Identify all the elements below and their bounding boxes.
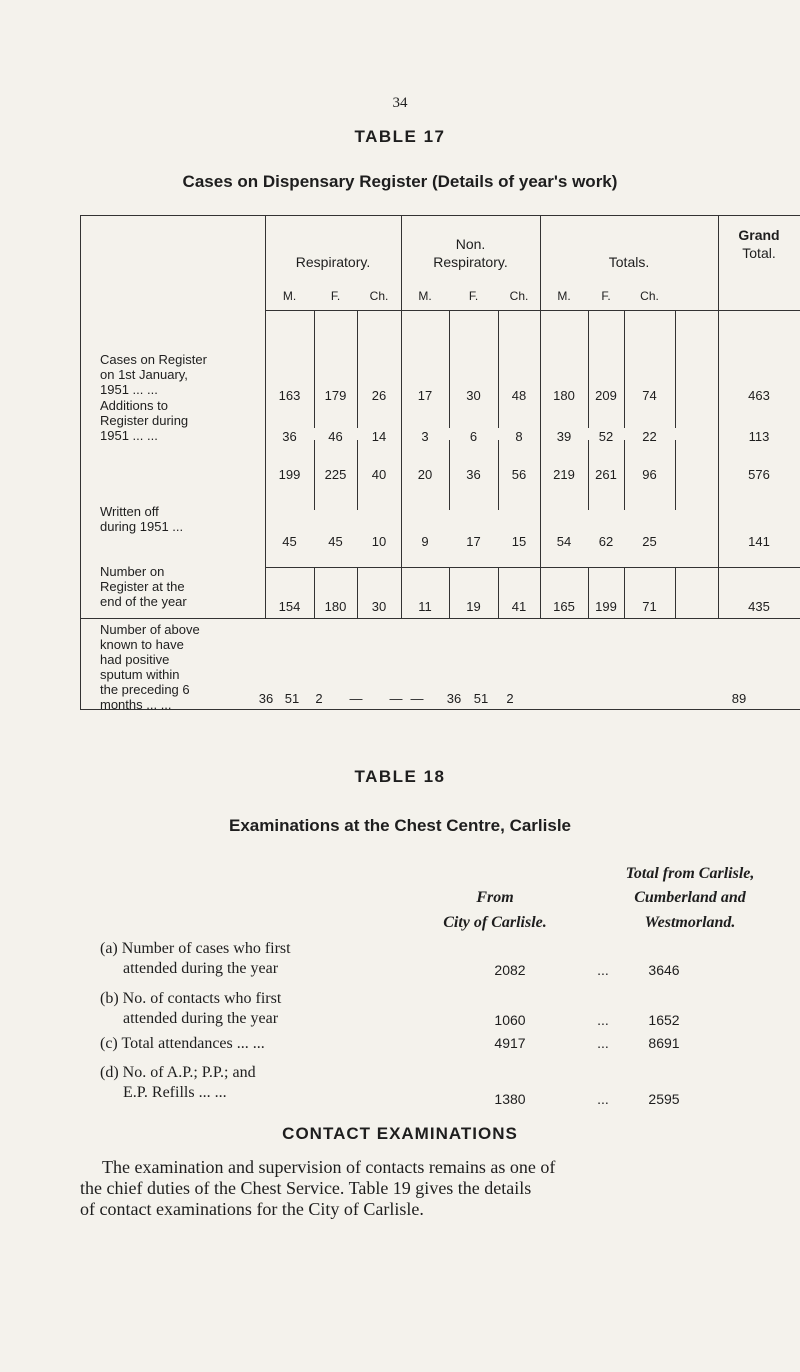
cell: 51: [284, 691, 300, 706]
cell: 26: [371, 388, 387, 403]
col-divider: [449, 310, 450, 428]
cell: 113: [748, 429, 770, 444]
cell: 71: [642, 599, 657, 614]
subheader-nonresp-m: M.: [418, 289, 432, 303]
cell: —: [410, 691, 424, 706]
cell: 39: [556, 429, 572, 444]
cell: 8: [515, 429, 523, 444]
cell: 4917: [494, 1035, 526, 1051]
subheader-nonresp-f: F.: [468, 289, 479, 303]
cell: 2: [506, 691, 514, 706]
table-row: [0, 429, 800, 445]
cell: 54: [556, 534, 572, 549]
cell: 11: [418, 599, 432, 614]
row-label: attended during the year: [123, 1010, 279, 1027]
cell: 30: [466, 388, 481, 403]
page-number: 34: [392, 95, 408, 111]
paragraph-line: The examination and supervision of contacts remains as one of: [102, 1157, 556, 1177]
cell: 9: [421, 534, 429, 549]
row-label-positive-sputum: Number of above known to have had positive sputum within the preceding 6 months ... ...: [100, 622, 200, 712]
paragraph-line: of contact examinations for the City of Carlisle.: [80, 1199, 424, 1219]
leader-dots: ...: [597, 1035, 609, 1051]
cell: 209: [595, 388, 617, 403]
table-row: [0, 691, 800, 707]
col-header-total-line3: Westmorland.: [644, 914, 736, 931]
cell: 51: [473, 691, 489, 706]
cell: 15: [511, 534, 527, 549]
cell: 17: [466, 534, 481, 549]
cell: 96: [642, 467, 657, 482]
cell: 6: [469, 429, 478, 444]
row-label: E.P. Refills ... ...: [123, 1084, 227, 1101]
col-divider: [624, 310, 625, 428]
cell: 20: [417, 467, 433, 482]
leader-dots: ...: [597, 1091, 609, 1107]
row-label: (b) No. of contacts who first: [100, 990, 282, 1007]
leader-dots: ...: [597, 1012, 609, 1028]
col-divider: [675, 310, 676, 428]
cell: 56: [511, 467, 527, 482]
cell: 40: [371, 467, 387, 482]
paragraph-line: the chief duties of the Chest Service. Table 19 gives the details: [80, 1178, 532, 1198]
cell: 45: [282, 534, 297, 549]
row-label-cases-on-register: Cases on Register on 1st January, 1951 ... ...: [100, 352, 207, 397]
col-header-city-line2: City of Carlisle.: [443, 914, 547, 931]
row-label: (a) Number of cases who first: [100, 940, 291, 957]
table-top-rule: [80, 215, 800, 216]
cell: 154: [278, 599, 301, 614]
cell: 22: [642, 429, 657, 444]
label-divider: [265, 215, 266, 618]
subheader-totals-ch: Ch.: [640, 289, 659, 303]
cell: 36: [258, 691, 274, 706]
cell: 2082: [494, 962, 526, 978]
col-header-total-line2: Cumberland and: [634, 889, 746, 906]
cell: 48: [511, 388, 527, 403]
cell: 180: [324, 599, 347, 614]
subheader-totals-m: M.: [557, 289, 571, 303]
cell: 25: [642, 534, 657, 549]
subheader-resp-f: F.: [330, 289, 341, 303]
section-rule: [80, 618, 800, 619]
header-totals: Totals.: [608, 254, 650, 270]
row-label-written-off: Written off during 1951 ...: [100, 504, 184, 534]
subheader-resp-m: M.: [282, 289, 297, 303]
table18: [0, 840, 800, 1130]
table-row: [0, 534, 800, 550]
row-label: (d) No. of A.P.; P.P.; and: [100, 1064, 256, 1081]
cell: 36: [446, 691, 462, 706]
cell: 219: [553, 467, 575, 482]
table-row: [100, 989, 281, 1029]
header-rule: [265, 310, 800, 311]
header-non-respiratory-line2: Respiratory.: [433, 254, 508, 270]
header-non-respiratory-line1: Non.: [455, 236, 486, 252]
cell: 2: [315, 691, 323, 706]
cell: 1380: [494, 1091, 526, 1107]
cell: 225: [324, 467, 347, 482]
cell: 1652: [648, 1012, 680, 1028]
cell: 435: [748, 599, 770, 614]
cell: 46: [328, 429, 343, 444]
col-divider: [314, 310, 315, 428]
subheader-nonresp-ch: Ch.: [509, 289, 529, 303]
cell: 30: [371, 599, 387, 614]
cell: 576: [748, 467, 770, 482]
cell: 52: [598, 429, 614, 444]
cell: 199: [595, 599, 617, 614]
cell: 17: [417, 388, 433, 403]
contact-paragraph: [0, 1157, 800, 1220]
cell: 180: [553, 388, 575, 403]
cell: 163: [278, 388, 301, 403]
group-divider: [718, 215, 719, 618]
cell: 89: [731, 691, 747, 706]
table17-subtitle: Cases on Dispensary Register (Details of year's work): [182, 172, 618, 191]
leader-dots: ...: [597, 962, 609, 978]
table-row: [0, 388, 800, 404]
cell: 2595: [648, 1091, 680, 1107]
subheader-resp-ch: Ch.: [369, 289, 389, 303]
cell: 74: [642, 388, 657, 403]
col-divider: [498, 310, 499, 428]
cell: 62: [598, 534, 614, 549]
cell: 1060: [494, 1012, 526, 1028]
table-row: [0, 599, 800, 615]
header-respiratory: Respiratory.: [295, 254, 371, 270]
subheader-totals-f: F.: [601, 289, 611, 303]
cell: 141: [748, 534, 770, 549]
cell: 3646: [648, 962, 680, 978]
cell: —: [349, 691, 363, 706]
table-row: [100, 1063, 256, 1103]
cell: 45: [328, 534, 343, 549]
row-label-additions: Additions to Register during 1951 ... ...: [100, 398, 189, 443]
cell: 8691: [648, 1035, 680, 1051]
body-rule: [265, 567, 800, 568]
table17-title: TABLE 17: [354, 127, 446, 146]
table18-title: TABLE 18: [354, 767, 446, 786]
table18-subtitle: Examinations at the Chest Centre, Carlisle: [229, 816, 571, 835]
cell: —: [389, 691, 403, 706]
group-divider: [540, 215, 541, 618]
cell: 463: [748, 388, 770, 403]
cell: 261: [595, 467, 617, 482]
table-row: [100, 1034, 265, 1054]
table-row: [0, 467, 800, 483]
cell: 19: [466, 599, 481, 614]
col-header-city-line1: From: [476, 889, 514, 906]
header-grand-total-line2: Total.: [742, 245, 776, 261]
row-label: (c) Total attendances ... ...: [100, 1035, 265, 1052]
cell: 179: [324, 388, 347, 403]
cell: 3: [421, 429, 429, 444]
cell: 199: [278, 467, 301, 482]
table-row: [100, 939, 291, 979]
row-label: attended during the year: [123, 960, 279, 977]
col-divider: [588, 310, 589, 428]
cell: 36: [282, 429, 297, 444]
cell: 41: [511, 599, 527, 614]
col-divider: [357, 310, 358, 428]
group-divider: [401, 215, 402, 618]
cell: 14: [371, 429, 387, 444]
row-label-number-on-register: Number on Register at the end of the year: [100, 564, 187, 609]
header-grand-total-line1: Grand: [738, 227, 780, 243]
left-border: [80, 215, 81, 709]
cell: 10: [371, 534, 387, 549]
col-header-total-line1: Total from Carlisle,: [625, 865, 755, 882]
cell: 36: [466, 467, 481, 482]
contact-title: CONTACT EXAMINATIONS: [282, 1124, 518, 1143]
cell: 165: [553, 599, 575, 614]
